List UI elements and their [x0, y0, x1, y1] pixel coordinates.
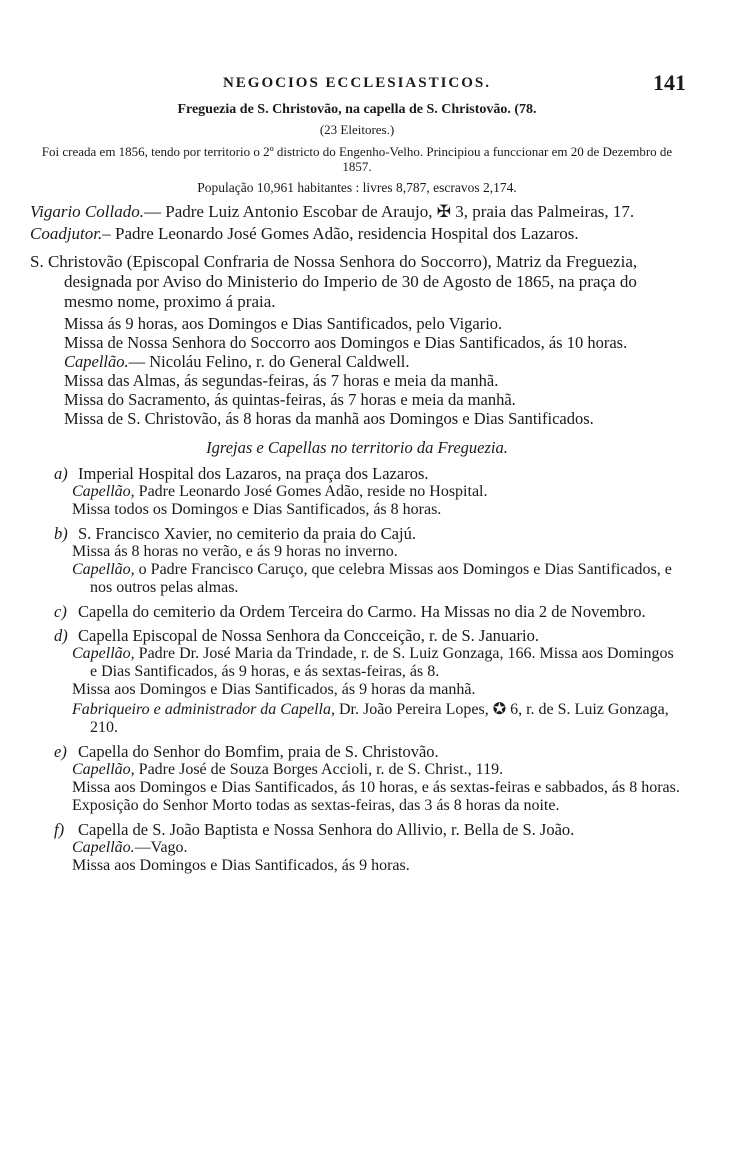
church-item-a: [30, 464, 684, 483]
item-main: Capella do Senhor do Bomfim, praia de S. Christovão.: [78, 742, 439, 761]
item-letter: a): [54, 464, 68, 483]
church-item-f: [30, 820, 684, 839]
item-letter: f): [54, 820, 65, 839]
item-fabriqueiro: [54, 699, 684, 737]
coadjutor-entry: [30, 224, 684, 244]
matriz-line: Missa ás 9 horas, aos Domingos e Dias Santificados, pelo Vigario.: [64, 314, 503, 333]
capellao-text: Padre Dr. José Maria da Trindade, r. de S. Luiz Gonzaga, 166. Missa aos Domingos e Dias Santificados, ás 9 horas, e ás sextas-feiras, ás 8.: [90, 645, 674, 680]
item-capellao: [54, 839, 684, 857]
matriz-capellao-label: Capellão.: [64, 352, 129, 371]
capellao-label: Capellão,: [72, 761, 135, 778]
item-line: Exposição do Senhor Morto todas as sextas-feiras, das 3 ás 8 horas da noite.: [72, 797, 560, 814]
church-item-c: [30, 602, 684, 621]
item-capellao: [54, 761, 684, 779]
matriz-capellao: [64, 352, 684, 371]
vigario-entry: [30, 202, 684, 222]
capellao-label: Capellão,: [72, 483, 135, 500]
matriz-entry: [30, 252, 684, 312]
capellao-label: Capellão,: [72, 561, 135, 578]
church-item-e: [30, 742, 684, 761]
church-item-b: [30, 524, 684, 543]
capellao-text: —Vago.: [134, 839, 188, 856]
population-line: População 10,961 habitantes : livres 8,787, escravos 2,174.: [197, 180, 517, 195]
matriz-capellao-text: — Nicoláu Felino, r. do General Caldwell.: [128, 352, 410, 371]
item-line: Missa aos Domingos e Dias Santificados, ás 9 horas da manhã.: [72, 681, 476, 698]
item-line: Missa ás 8 horas no verão, e ás 9 horas no inverno.: [72, 543, 398, 560]
item-capellao: [54, 645, 684, 681]
item-letter: d): [54, 626, 68, 645]
running-head: [30, 70, 686, 100]
item-line: Missa aos Domingos e Dias Santificados, ás 9 horas.: [72, 857, 410, 874]
capellao-label: Capellão.: [72, 839, 135, 856]
fabriqueiro-label: Fabriqueiro e administrador da Capella,: [72, 701, 335, 718]
parish-title: Freguezia de S. Christovão, na capella de S. Christovão. (78.: [177, 102, 537, 117]
section-title: Igrejas e Capellas no territorio da Freguezia.: [206, 438, 508, 457]
running-title: NEGOCIOS ECCLESIASTICOS.: [222, 75, 492, 91]
matriz-line: Missa das Almas, ás segundas-feiras, ás 7 horas e meia da manhã.: [64, 371, 499, 390]
fabriqueiro-text: Dr. João Pereira Lopes, ✪ 6, r. de S. Luiz Gonzaga, 210.: [90, 701, 669, 736]
coadjutor-text: – Padre Leonardo José Gomes Adão, residencia Hospital dos Lazaros.: [102, 224, 579, 243]
church-item-d: [30, 626, 684, 645]
item-capellao: [54, 561, 684, 597]
vigario-label: Vigario Collado.: [30, 202, 144, 221]
capellao-label: Capellão,: [72, 645, 135, 662]
capellao-text: Padre José de Souza Borges Accioli, r. de S. Christ., 119.: [134, 761, 504, 778]
matriz-line: Missa do Sacramento, ás quintas-feiras, ás 7 horas e meia da manhã.: [64, 390, 516, 409]
item-line: Missa todos os Domingos e Dias Santificados, ás 8 horas.: [72, 501, 442, 518]
capellao-text: o Padre Francisco Caruço, que celebra Missas aos Domingos e Dias Santificados, e nos outros pelas almas.: [90, 561, 672, 596]
item-line: Missa aos Domingos e Dias Santificados, ás 10 horas, e ás sextas-feiras e sabbados, ás 8 horas.: [72, 779, 680, 796]
item-main: Capella do cemiterio da Ordem Terceira do Carmo. Ha Missas no dia 2 de Novembro.: [78, 602, 646, 621]
vigario-text: — Padre Luiz Antonio Escobar de Araujo, ✠ 3, praia das Palmeiras, 17.: [143, 202, 635, 221]
matriz-main: S. Christovão (Episcopal Confraria de Nossa Senhora do Soccorro), Matriz da Freguezia, designada por Aviso do Ministerio do Imperio de 30 de Agosto de 1865, na praça do mesmo nome, proximo á praia.: [30, 252, 638, 311]
item-main: Capella Episcopal de Nossa Senhora da Concceição, r. de S. Januario.: [78, 626, 539, 645]
item-main: Imperial Hospital dos Lazaros, na praça dos Lazaros.: [78, 464, 429, 483]
matriz-line: Missa de Nossa Senhora do Soccorro aos Domingos e Dias Santificados, ás 10 horas.: [64, 333, 628, 352]
item-main: Capella de S. João Baptista e Nossa Senhora do Allivio, r. Bella de S. João.: [78, 820, 575, 839]
item-letter: c): [54, 602, 67, 621]
electors-count: (23 Eleitores.): [319, 122, 395, 137]
item-letter: e): [54, 742, 67, 761]
item-capellao: [54, 483, 684, 501]
coadjutor-label: Coadjutor.: [30, 224, 103, 243]
capellao-text: Padre Leonardo José Gomes Adão, reside no Hospital.: [134, 483, 488, 500]
founding-note: Foi creada em 1856, tendo por territorio o 2º districto do Engenho-Velho. Principiou a funccionar em 20 de Dezembro de 1857.: [41, 144, 673, 174]
item-main: S. Francisco Xavier, no cemiterio da praia do Cajú.: [78, 524, 416, 543]
matriz-line: Missa de S. Christovão, ás 8 horas da manhã aos Domingos e Dias Santificados.: [64, 409, 594, 428]
item-letter: b): [54, 524, 68, 543]
page-number: 141: [653, 70, 686, 95]
